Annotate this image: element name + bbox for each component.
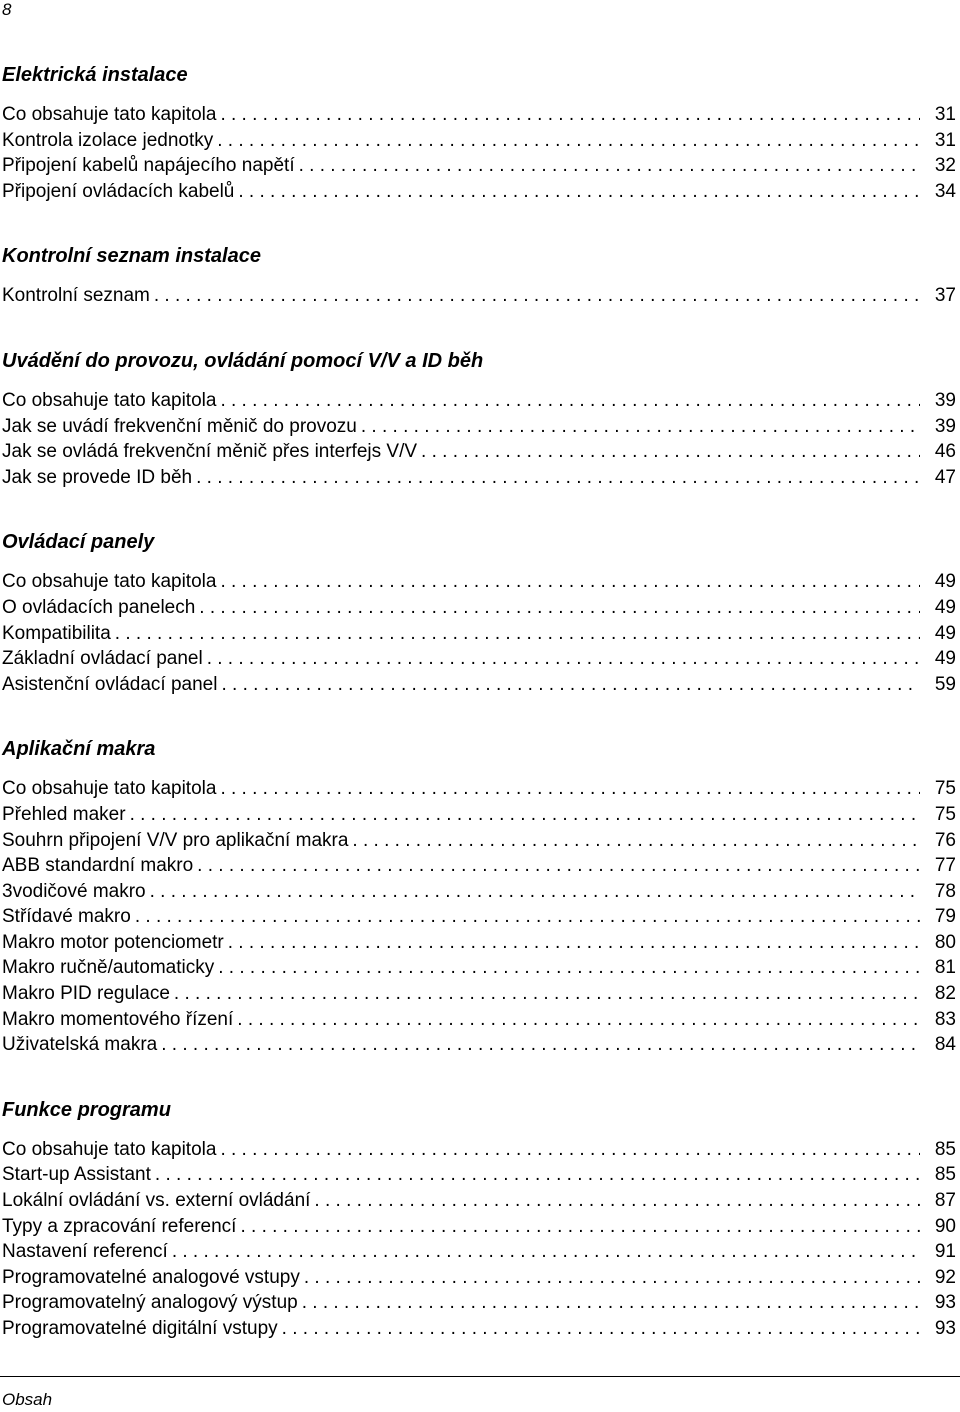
dot-leader [314, 1188, 920, 1214]
toc-entry[interactable] [2, 439, 956, 465]
toc-entry[interactable] [2, 1316, 956, 1342]
toc-entry[interactable] [2, 904, 956, 930]
toc-entry-page-number: 87 [934, 1190, 956, 1212]
toc-entry[interactable] [2, 414, 956, 440]
toc-entry-label: Typy a zpracování referencí [2, 1215, 237, 1237]
toc-entry-page-number: 77 [934, 855, 956, 877]
dot-leader [302, 1290, 920, 1316]
section-heading: Uvádění do provozu, ovládání pomocí V/V a ID běh [2, 349, 484, 372]
footer-divider [0, 1376, 960, 1377]
toc-section [2, 529, 956, 697]
toc-entry[interactable] [2, 1214, 956, 1240]
toc-entry[interactable] [2, 621, 956, 647]
section-heading: Funkce programu [2, 1098, 171, 1121]
toc-entry-label: Programovatelné digitální vstupy [2, 1318, 278, 1339]
dot-leader [237, 1007, 920, 1033]
toc-entry-label: Připojení kabelů napájecího napětí [2, 155, 295, 177]
dot-leader [218, 955, 920, 981]
dot-leader [115, 621, 920, 647]
toc-entry-page-number: 82 [934, 983, 956, 1005]
dot-leader [228, 930, 920, 956]
toc-entry-page-number: 46 [934, 441, 956, 463]
toc-entry[interactable] [2, 1290, 956, 1316]
toc-entry-label: Makro motor potenciometr [2, 931, 224, 953]
toc-entry[interactable] [2, 128, 956, 154]
dot-leader [155, 1162, 920, 1188]
toc-entry-page-number: 80 [934, 931, 956, 953]
toc-entry-page-number: 31 [934, 129, 956, 151]
dot-leader [161, 1032, 920, 1058]
page-number: 8 [2, 0, 12, 19]
toc-entry-label: Přehled maker [2, 803, 126, 825]
toc-entry-label: Lokální ovládání vs. externí ovládání [2, 1190, 311, 1212]
toc-entry-label: Kontrola izolace jednotky [2, 129, 214, 151]
toc-entry-page-number: 84 [934, 1034, 956, 1056]
toc-entry-label: Makro PID regulace [2, 983, 170, 1005]
toc-entry[interactable] [2, 102, 956, 128]
toc-entry-page-number: 90 [934, 1215, 956, 1237]
toc-section [2, 1097, 956, 1342]
toc-entry-label: O ovládacích panelech [2, 596, 196, 618]
toc-entry-page-number: 78 [934, 880, 956, 902]
toc-section [2, 736, 956, 1058]
toc-entry[interactable] [2, 1239, 956, 1265]
toc-entry-label: Střídavé makro [2, 906, 131, 928]
toc-entry-label: Souhrn připojení V/V pro aplikační makra [2, 829, 349, 851]
section-heading: Ovládací panely [2, 531, 155, 554]
toc-entry[interactable] [2, 879, 956, 905]
toc-entry-label: ABB standardní makro [2, 855, 194, 877]
toc-section [2, 243, 956, 309]
toc-entry-page-number: 79 [934, 906, 956, 928]
toc-entry-page-number: 93 [934, 1318, 956, 1339]
dot-leader [304, 1265, 920, 1291]
toc-entry-page-number: 47 [934, 466, 956, 488]
dot-leader [220, 1137, 920, 1163]
toc-entry-page-number: 49 [934, 571, 956, 593]
toc-entry-label: Kontrolní seznam [2, 285, 150, 307]
footer-label: Obsah [2, 1390, 53, 1409]
toc-section [2, 348, 956, 490]
toc-section [2, 62, 956, 204]
toc-entry-label: Co obsahuje tato kapitola [2, 778, 217, 800]
toc-entry-label: Co obsahuje tato kapitola [2, 104, 217, 125]
toc-entry[interactable] [2, 283, 956, 309]
toc-entry-page-number: 85 [934, 1138, 956, 1160]
dot-leader [174, 981, 920, 1007]
toc-entry[interactable] [2, 153, 956, 179]
dot-leader [361, 414, 920, 440]
dot-leader [150, 879, 920, 905]
dot-leader [238, 179, 920, 205]
dot-leader [421, 439, 920, 465]
toc-entry-label: Co obsahuje tato kapitola [2, 389, 217, 411]
toc-entry-page-number: 91 [934, 1241, 956, 1263]
toc-entry[interactable] [2, 465, 956, 491]
dot-leader [220, 102, 920, 128]
toc-entry-page-number: 93 [934, 1292, 956, 1314]
toc-entry-page-number: 37 [934, 285, 956, 307]
toc-entry-label: Jak se provede ID běh [2, 466, 193, 488]
dot-leader [217, 128, 920, 154]
dot-leader [282, 1316, 920, 1342]
dot-leader [207, 646, 920, 672]
section-heading: Kontrolní seznam instalace [2, 245, 261, 268]
toc-entry-page-number: 49 [934, 622, 956, 644]
dot-leader [240, 1214, 920, 1240]
toc-entry-page-number: 75 [934, 778, 956, 800]
toc-entry-label: Jak se uvádí frekvenční měnič do provozu [2, 415, 357, 437]
dot-leader [299, 153, 920, 179]
toc-entry[interactable] [2, 672, 956, 698]
toc-entry[interactable] [2, 179, 956, 205]
section-heading: Aplikační makra [2, 738, 156, 761]
toc-entry-page-number: 32 [934, 155, 956, 177]
toc-entry[interactable] [2, 981, 956, 1007]
dot-leader [172, 1239, 920, 1265]
toc-entry[interactable] [2, 388, 956, 414]
toc-entry[interactable] [2, 1265, 956, 1291]
toc-entry[interactable] [2, 930, 956, 956]
toc-entry-label: Jak se ovládá frekvenční měnič přes interfejs V/V [2, 441, 418, 463]
dot-leader [154, 283, 920, 309]
table-of-contents [2, 62, 956, 1381]
toc-entry-page-number: 59 [934, 673, 956, 695]
toc-entry[interactable] [2, 595, 956, 621]
dot-leader [352, 828, 920, 854]
toc-entry-label: Asistenční ovládací panel [2, 673, 218, 695]
dot-leader [196, 465, 920, 491]
toc-entry[interactable] [2, 1032, 956, 1058]
dot-leader [220, 776, 920, 802]
toc-entry-page-number: 75 [934, 803, 956, 825]
toc-entry-page-number: 76 [934, 829, 956, 851]
toc-entry[interactable] [2, 646, 956, 672]
toc-entry[interactable] [2, 955, 956, 981]
dot-leader [197, 853, 920, 879]
toc-entry-label: Start-up Assistant [2, 1164, 151, 1186]
dot-leader [220, 388, 920, 414]
toc-entry-label: Co obsahuje tato kapitola [2, 1138, 217, 1160]
toc-entry-page-number: 49 [934, 596, 956, 618]
toc-entry-label: Základní ovládací panel [2, 648, 203, 670]
toc-entry-label: Co obsahuje tato kapitola [2, 571, 217, 593]
toc-entry-label: Kompatibilita [2, 622, 111, 644]
toc-entry[interactable] [2, 1162, 956, 1188]
section-heading: Elektrická instalace [2, 64, 188, 86]
toc-entry-label: Makro momentového řízení [2, 1008, 234, 1030]
toc-entry[interactable] [2, 828, 956, 854]
dot-leader [221, 672, 920, 698]
toc-entry-page-number: 49 [934, 648, 956, 670]
toc-entry-page-number: 39 [934, 415, 956, 437]
toc-entry-label: 3vodičové makro [2, 880, 146, 902]
toc-entry-label: Makro ručně/automaticky [2, 957, 215, 979]
toc-entry[interactable] [2, 569, 956, 595]
toc-entry-page-number: 39 [934, 389, 956, 411]
toc-entry[interactable] [2, 1137, 956, 1163]
toc-entry[interactable] [2, 1188, 956, 1214]
dot-leader [199, 595, 920, 621]
toc-entry[interactable] [2, 802, 956, 828]
toc-entry-label: Uživatelská makra [2, 1034, 158, 1056]
toc-entry-label: Programovatelný analogový výstup [2, 1292, 298, 1314]
dot-leader [220, 569, 920, 595]
toc-entry[interactable] [2, 776, 956, 802]
toc-entry-label: Programovatelné analogové vstupy [2, 1266, 300, 1288]
toc-entry[interactable] [2, 853, 956, 879]
dot-leader [130, 802, 920, 828]
toc-entry-page-number: 81 [934, 957, 956, 979]
toc-entry-page-number: 83 [934, 1008, 956, 1030]
toc-entry-label: Připojení ovládacích kabelů [2, 180, 235, 202]
toc-entry-page-number: 85 [934, 1164, 956, 1186]
toc-entry-page-number: 92 [934, 1266, 956, 1288]
toc-entry-page-number: 34 [934, 180, 956, 202]
toc-entry-label: Nastavení referencí [2, 1241, 168, 1263]
dot-leader [135, 904, 920, 930]
toc-entry[interactable] [2, 1007, 956, 1033]
toc-entry-page-number: 31 [934, 104, 956, 125]
